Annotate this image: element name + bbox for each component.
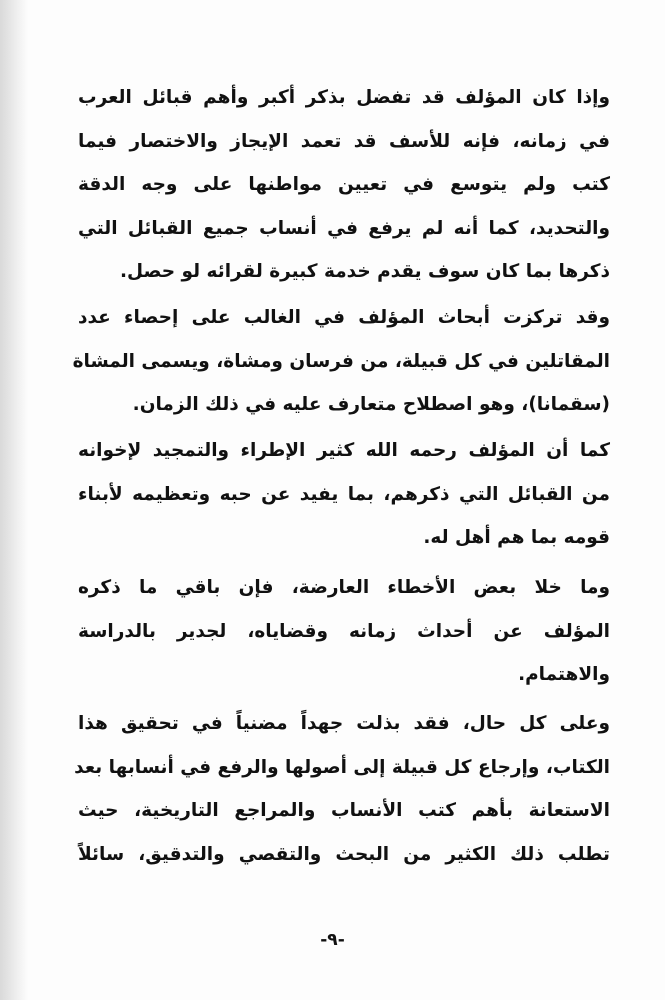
text-line: وعلى كل حال، فقد بذلت جهداً مضنياً في تحقيق هذا [78, 713, 610, 734]
text-line: المؤلف عن أحداث زمانه وقضاياه، لجدير بالدراسة [78, 620, 610, 642]
paragraph-5 [74, 702, 610, 876]
page-edge-shadow [0, 0, 28, 1000]
text-line: قومه بما هم أهل له. [423, 527, 610, 548]
text-line: من القبائل التي ذكرهم، بما يفيد عن حبه وتعظيمه لأبناء [78, 483, 610, 505]
text-line: الاستعانة بأهم كتب الأنساب والمراجع التاريخية، حيث [78, 800, 610, 821]
paragraph-1 [78, 76, 610, 294]
text-line: الكتاب، وإرجاع كل قبيلة إلى أصولها والرفع في أنسابها بعد [74, 756, 610, 778]
paragraph-3 [78, 429, 610, 560]
text-line: ذكرها بما كان سوف يقدم خدمة كبيرة لقرائه لو حصل. [120, 261, 610, 282]
text-line: وما خلا بعض الأخطاء العارضة، فإن باقي ما ذكره [78, 577, 610, 598]
paragraph-2 [72, 296, 610, 427]
text-line: (سقمانا)، وهو اصطلاح متعارف عليه في ذلك الزمان. [132, 394, 610, 415]
text-line: تطلب ذلك الكثير من البحث والتقصي والتدقيق، سائلاً [78, 843, 610, 865]
text-line: وقد تركزت أبحاث المؤلف في الغالب على إحصاء عدد [78, 307, 610, 328]
text-line: والتحديد، كما أنه لم يرفع في أنساب جميع القبائل التي [78, 217, 610, 239]
text-line: في زمانه، فإنه للأسف قد تعمد الإيجاز والاختصار فيما [78, 130, 610, 152]
text-line: والاهتمام. [518, 664, 610, 685]
text-line: المقاتلين في كل قبيلة، من فرسان ومشاة، ويسمى المشاة [72, 350, 610, 372]
page-number: -٩- [320, 930, 345, 950]
text-line: كما أن المؤلف رحمه الله كثير الإطراء والتمجيد لإخوانه [78, 440, 610, 461]
text-line: كتب ولم يتوسع في تعيين مواطنها على وجه الدقة [78, 174, 610, 195]
text-line: وإذا كان المؤلف قد تفضل بذكر أكبر وأهم قبائل العرب [78, 87, 610, 108]
paragraph-4 [78, 566, 610, 697]
